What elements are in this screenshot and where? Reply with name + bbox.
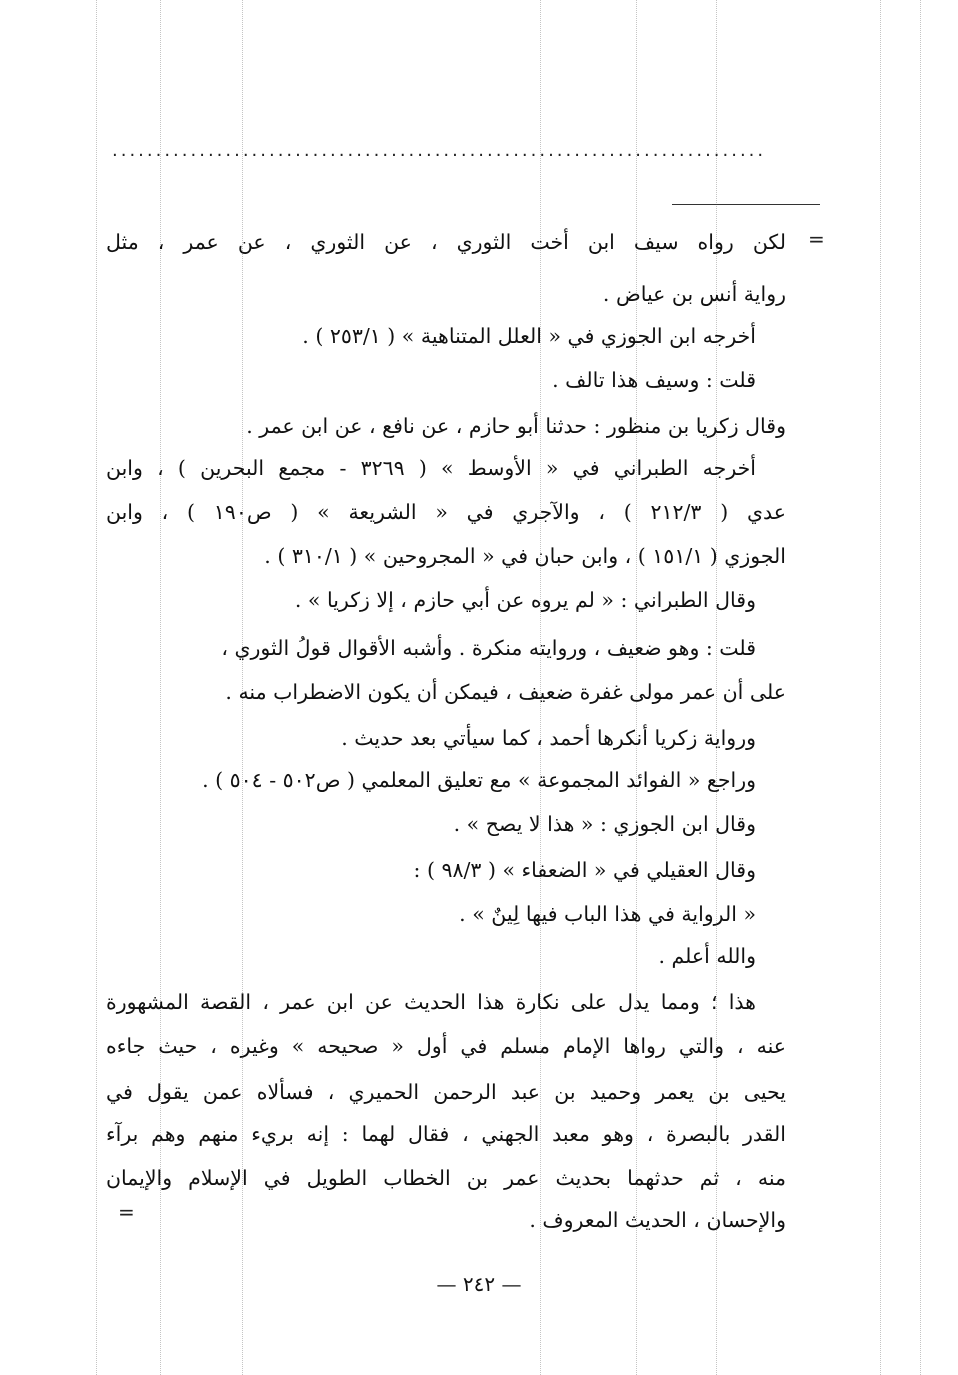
text-line: وقال ابن الجوزي : « هذا لا يصح » . (453, 812, 756, 836)
page-number: — ٢٤٢ — (436, 1272, 522, 1296)
text-line: منه ، ثم حدثهما بحديث عمر بن الخطاب الطويل في الإسلام والإيمان (106, 1166, 786, 1190)
text-line: هذا ؛ ومما يدل على نكارة هذا الحديث عن ابن عمر ، القصة المشهورة (106, 990, 756, 1014)
text-line: والإحسان ، الحديث المعروف . (529, 1208, 786, 1232)
dotted-separator: ........................................................................... (112, 140, 767, 161)
text-line: ورواية زكريا أنكرها أحمد ، كما سيأتي بعد حديث . (341, 726, 756, 750)
scan-guide-line (880, 0, 881, 1375)
text-line: وقال العقيلي في « الضعفاء » ( ٩٨/٣ ) : (413, 858, 756, 882)
text-line: قلت : وسيف هذا تالف . (552, 368, 756, 392)
scan-guide-line (920, 0, 921, 1375)
scan-guide-line (96, 0, 97, 1375)
text-line: لكن رواه سيف ابن أخت الثوري ، عن الثوري ، عن عمر ، مثل (106, 230, 786, 254)
text-line: يحيى بن يعمر وحميد بن عبد الرحمن الحميري ، فسألاه عمن يقول في (106, 1080, 786, 1104)
text-line: والله أعلم . (658, 944, 756, 968)
text-line: وقال زكريا بن منظور : حدثنا أبو حازم ، عن نافع ، عن ابن عمر . (246, 414, 786, 438)
continuation-mark-end: = (118, 1200, 135, 1224)
text-line: وقال الطبراني : « لم يروه عن أبي حازم ، إلا زكريا » . (294, 588, 756, 612)
text-line: الجوزي ( ١٥١/١ ) ، وابن حبان في « المجروحين » ( ٣١٠/١ ) . (264, 544, 786, 568)
continuation-mark-start: = (808, 227, 825, 251)
text-line: أخرجه ابن الجوزي في « العلل المتناهية » ( ٢٥٣/١ ) . (302, 324, 756, 348)
text-line: أخرجه الطبراني في « الأوسط » ( ٣٢٦٩ - مجمع البحرين ) ، وابن (106, 456, 756, 480)
text-line: على أن عمر مولى غفرة ضعيف ، فيمكن أن يكون الاضطراب منه . (225, 680, 786, 704)
text-line: عنه ، والتي رواها الإمام مسلم في أول « صحيحه » وغيره ، حيث جاءه (106, 1034, 786, 1058)
text-line: « الرواية في هذا الباب فيها لِينٌ » . (459, 902, 756, 926)
text-line: عدي ( ٢١٢/٣ ) ، والآجري في « الشريعة » ( ص١٩٠ ) ، وابن (106, 500, 786, 524)
text-line: رواية أنس بن عياض . (602, 282, 786, 306)
text-line: وراجع « الفوائد المجموعة » مع تعليق المعلمي ( ص٥٠٢ - ٥٠٤ ) . (202, 768, 756, 792)
text-line: القدر بالبصرة ، وهو معبد الجهني ، فقال لهما : إنه بريء منهم وهم برآء (106, 1122, 786, 1146)
text-line: قلت : وهو ضعيف ، وروايته منكرة . وأشبه الأقوال قولُ الثوري ، (221, 636, 756, 660)
footnote-rule (672, 204, 820, 205)
